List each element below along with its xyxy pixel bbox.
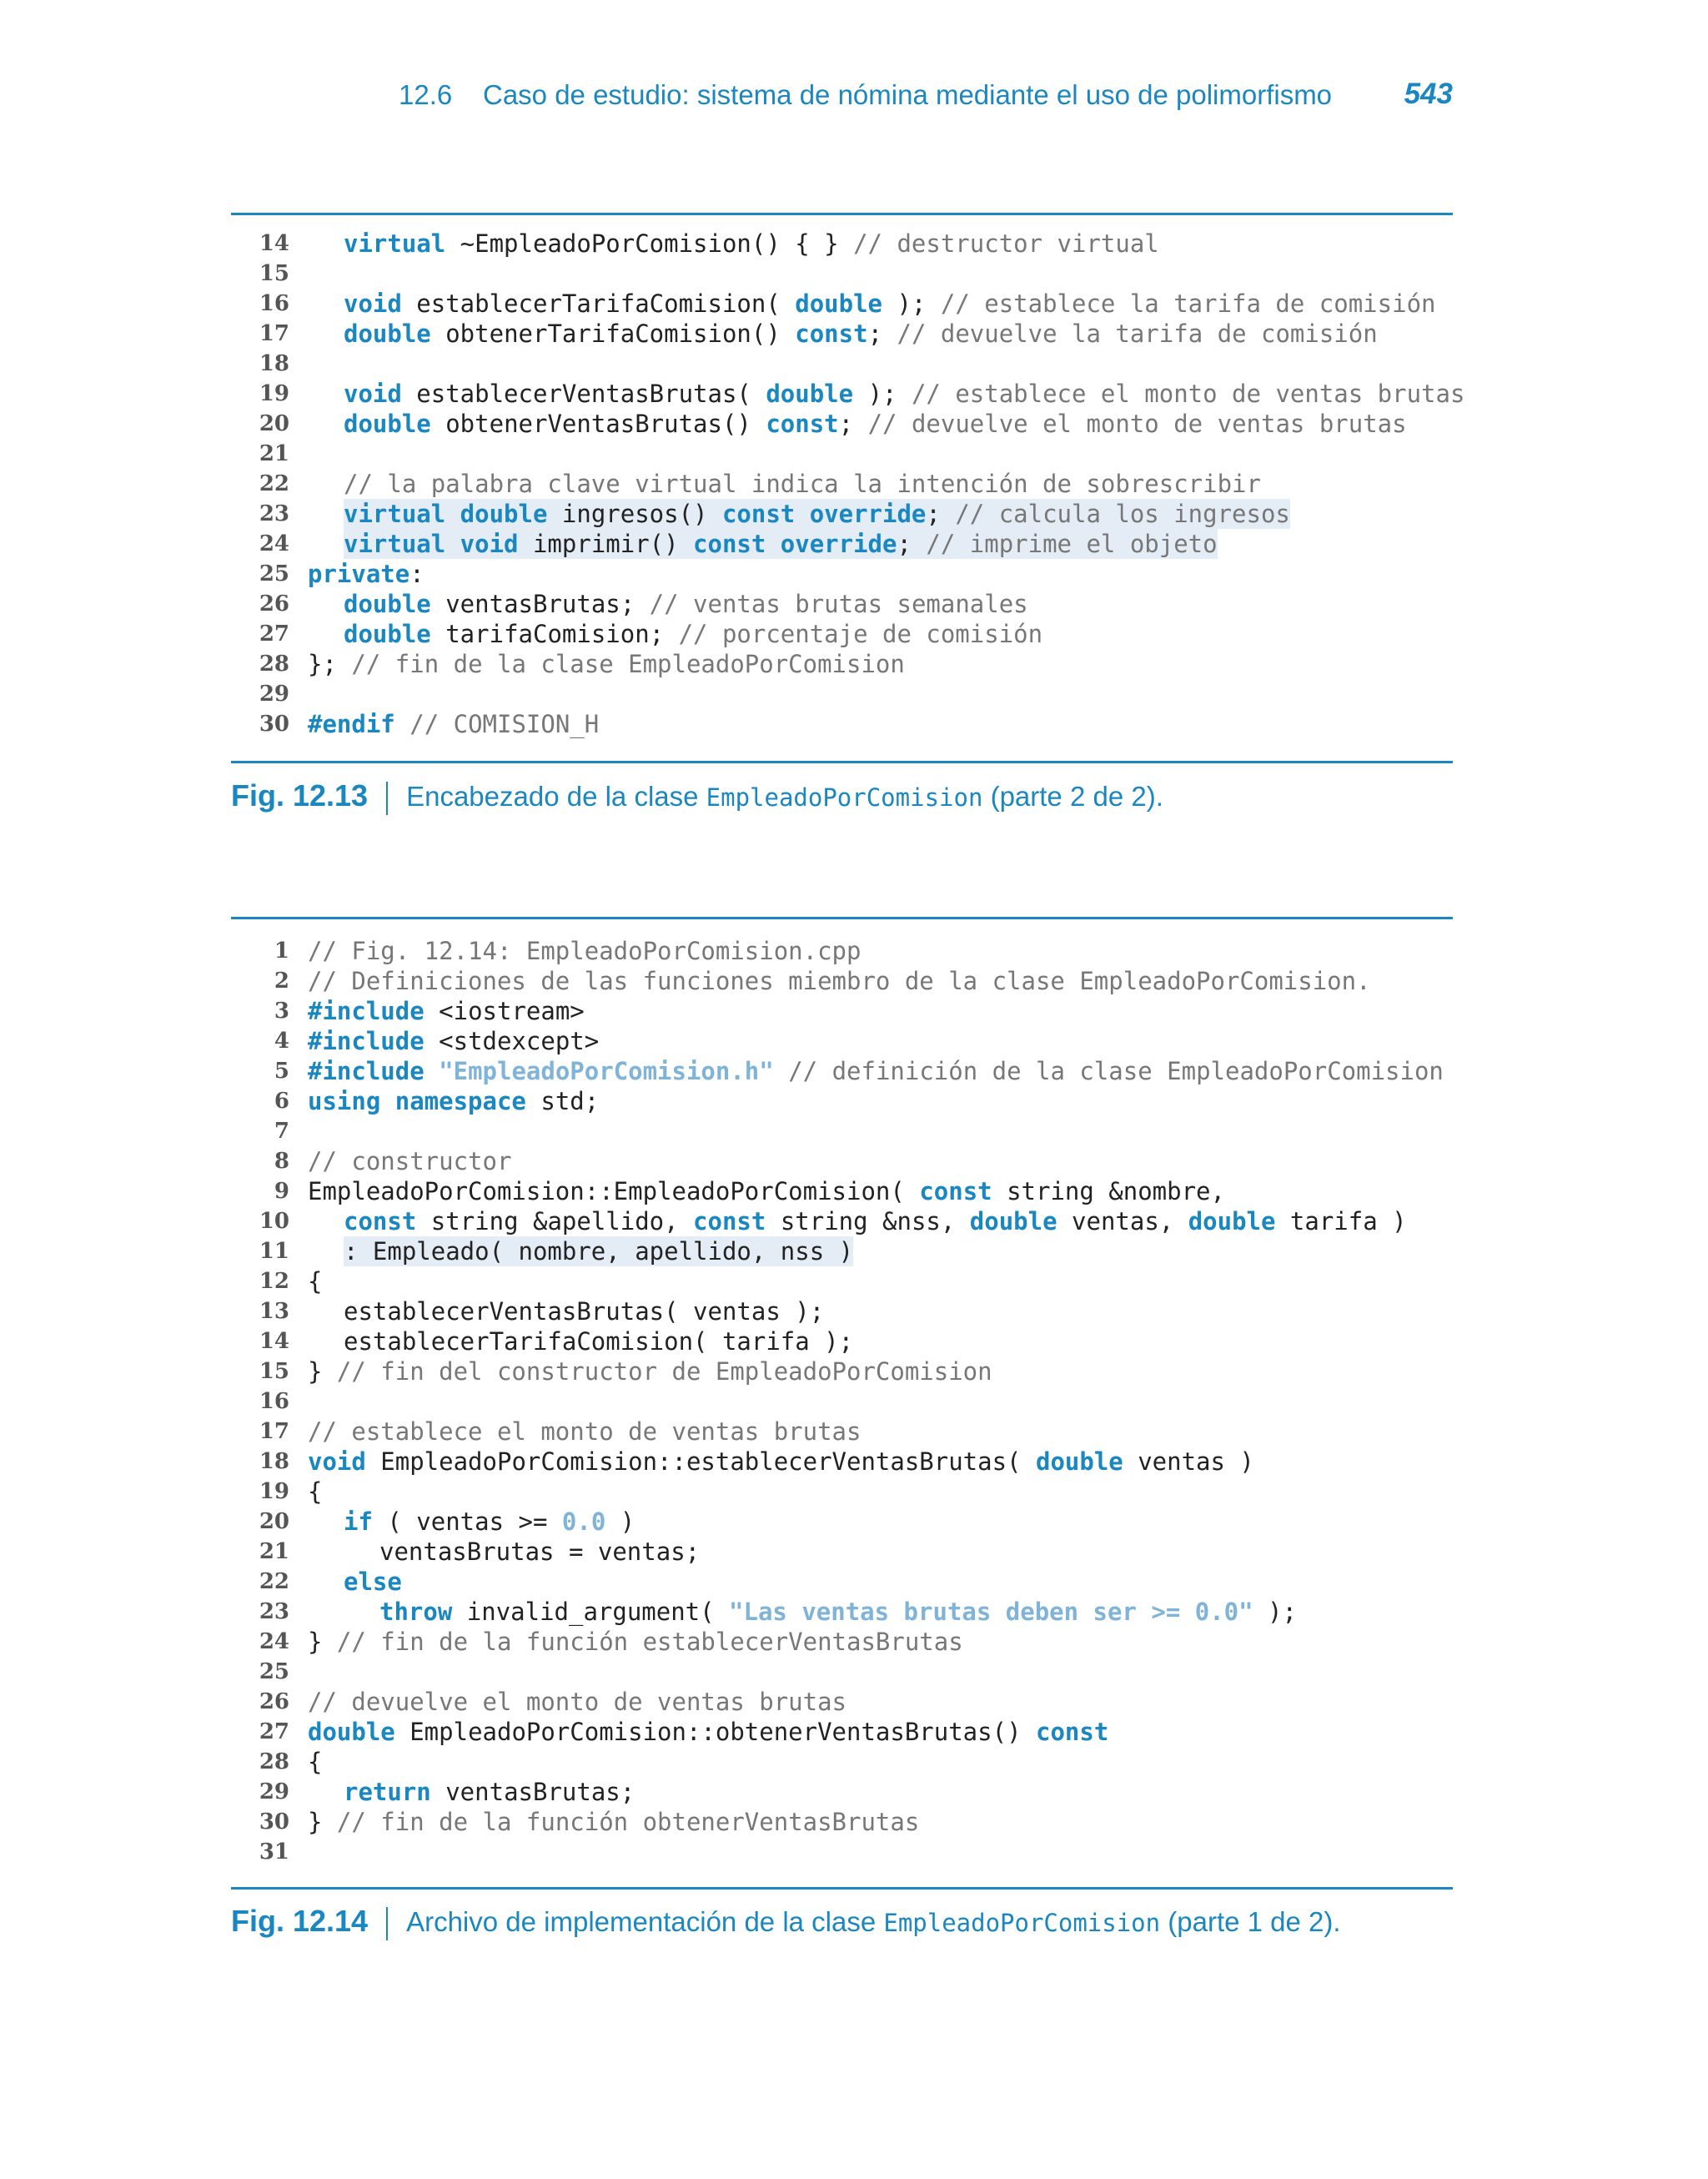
code-keyword: void	[308, 1447, 366, 1476]
line-number: 29	[259, 682, 289, 707]
code-line	[231, 1266, 1453, 1296]
line-number: 24	[259, 531, 289, 556]
code-line	[231, 936, 1453, 966]
line-number: 7	[274, 1119, 289, 1144]
code-literal: "Las ventas brutas deben ser >= 0.0"	[729, 1598, 1253, 1626]
line-number: 20	[259, 411, 289, 436]
line-number: 27	[259, 621, 289, 647]
fig14-caption-text: Archivo de implementación de la clase	[406, 1906, 884, 1937]
code-line	[231, 589, 1453, 619]
code-line	[231, 1326, 1453, 1356]
code-token: obtenerTarifaComision()	[430, 320, 796, 348]
code-text	[308, 1026, 599, 1056]
line-number: 8	[274, 1149, 289, 1174]
code-line	[231, 966, 1453, 996]
code-line	[231, 1657, 1453, 1687]
line-number: 11	[259, 1239, 289, 1264]
code-token: <stdexcept>	[424, 1027, 600, 1055]
code-text	[344, 1296, 824, 1326]
code-keyword: const	[919, 1177, 992, 1205]
code-text	[308, 1056, 1444, 1086]
code-token: ;	[926, 500, 956, 528]
line-number: 29	[259, 1779, 289, 1804]
code-text	[308, 1086, 599, 1116]
code-token: invalid_argument(	[452, 1598, 730, 1626]
code-comment: // devuelve el monto de ventas brutas	[867, 410, 1407, 438]
code-comment: // fin del constructor de EmpleadoPorComision	[336, 1357, 992, 1386]
line-number: 30	[259, 1809, 289, 1834]
code-keyword: const	[1035, 1718, 1109, 1746]
code-keyword: return	[344, 1778, 431, 1806]
line-number: 10	[259, 1209, 289, 1234]
code-text	[344, 229, 1159, 259]
fig14-caption-code: EmpleadoPorComision	[883, 1909, 1161, 1937]
code-line	[231, 379, 1465, 409]
code-text	[344, 1507, 635, 1537]
fig14-caption	[231, 1904, 1341, 1940]
code-token: ;	[897, 530, 927, 558]
code-token: }	[308, 1628, 337, 1656]
line-number: 26	[259, 1689, 289, 1714]
code-text	[308, 1176, 1225, 1206]
code-token: ;	[867, 320, 897, 348]
code-line	[231, 1296, 1453, 1326]
code-line	[231, 409, 1453, 439]
line-number: 17	[259, 1419, 289, 1444]
line-number: 23	[259, 501, 289, 526]
line-number: 20	[259, 1509, 289, 1534]
code-token: EmpleadoPorComision::EmpleadoPorComision(	[308, 1177, 920, 1205]
highlighted-code-text	[344, 499, 1290, 529]
line-number: 22	[259, 471, 289, 496]
code-keyword: #endif	[308, 710, 395, 738]
code-keyword: const	[693, 1207, 766, 1235]
line-number: 2	[274, 969, 289, 994]
fig13-caption-code: EmpleadoPorComision	[706, 783, 983, 812]
code-text	[308, 936, 861, 966]
code-token: {	[308, 1477, 323, 1506]
code-keyword: #include	[308, 997, 424, 1025]
code-comment: // calcula los ingresos	[955, 500, 1290, 528]
code-line	[231, 1537, 1453, 1567]
code-token: );	[882, 289, 941, 318]
code-text	[308, 649, 905, 679]
line-number: 14	[259, 231, 289, 256]
code-token: )	[605, 1507, 635, 1536]
highlighted-code-text	[344, 529, 1218, 559]
code-line	[231, 1477, 1453, 1507]
code-token	[395, 710, 409, 738]
code-text	[308, 1687, 846, 1717]
code-token: {	[308, 1748, 323, 1776]
code-text	[308, 966, 1371, 996]
line-number: 14	[259, 1329, 289, 1354]
code-text	[344, 1567, 402, 1597]
code-token: ventasBrutas;	[430, 1778, 635, 1806]
code-token	[774, 1057, 788, 1085]
code-keyword: void	[344, 380, 402, 408]
code-text	[308, 709, 599, 739]
fig13-caption-suffix: (parte 2 de 2).	[982, 781, 1163, 812]
code-keyword: double	[795, 289, 883, 318]
code-comment: // la palabra clave virtual indica la intención de sobrescribir	[344, 470, 1261, 498]
code-line	[231, 1056, 1453, 1086]
line-number: 21	[259, 441, 289, 466]
code-token: ingresos()	[547, 500, 722, 528]
line-number: 17	[259, 321, 289, 346]
code-token	[424, 1057, 439, 1085]
code-keyword: double	[344, 590, 431, 618]
code-keyword: double	[1035, 1447, 1123, 1476]
code-comment: // establece el monto de ventas brutas	[308, 1417, 862, 1446]
code-line	[231, 439, 1453, 469]
code-token: EmpleadoPorComision::establecerVentasBrutas(	[365, 1447, 1036, 1476]
line-number: 27	[259, 1719, 289, 1744]
line-number: 25	[259, 561, 289, 586]
code-text	[344, 319, 1378, 349]
code-keyword: throw	[379, 1598, 453, 1626]
code-token: obtenerVentasBrutas()	[430, 410, 766, 438]
code-text	[344, 379, 1464, 409]
line-number: 30	[259, 712, 289, 737]
code-line	[231, 1717, 1453, 1747]
code-text	[379, 1597, 1297, 1627]
code-comment: // destructor virtual	[853, 229, 1159, 258]
line-number: 12	[259, 1269, 289, 1294]
code-text	[308, 1477, 322, 1507]
code-token: );	[1253, 1598, 1297, 1626]
code-line	[231, 1236, 1453, 1266]
code-keyword: virtual	[344, 229, 446, 258]
code-line	[231, 1026, 1453, 1056]
code-keyword: virtual void	[344, 530, 519, 558]
code-token: }	[308, 1808, 337, 1836]
line-number: 3	[274, 999, 289, 1024]
line-number: 28	[259, 1749, 289, 1774]
code-comment: // definición de la clase EmpleadoPorComision	[788, 1057, 1444, 1085]
code-keyword: const override	[721, 500, 927, 528]
code-token: establecerVentasBrutas( ventas );	[344, 1297, 825, 1326]
code-text	[344, 289, 1435, 319]
code-literal: 0.0	[561, 1507, 606, 1536]
code-literal: "EmpleadoPorComision.h"	[439, 1057, 774, 1085]
code-line	[231, 649, 1453, 679]
line-number: 18	[259, 1449, 289, 1474]
fig14-top-rule	[231, 917, 1453, 919]
code-line	[231, 349, 1453, 379]
caption-separator	[386, 782, 388, 815]
code-line	[231, 1807, 1453, 1837]
code-line	[231, 709, 1453, 739]
code-line	[231, 1417, 1453, 1447]
code-text	[308, 559, 424, 589]
code-text	[344, 1777, 635, 1807]
code-token: ( ventas >=	[372, 1507, 562, 1536]
code-comment: // fin de la clase EmpleadoPorComision	[351, 650, 905, 678]
fig14-bottom-rule	[231, 1887, 1453, 1890]
code-text	[344, 619, 1042, 649]
code-keyword: double	[344, 320, 431, 348]
code-text	[344, 1326, 853, 1356]
code-line	[231, 529, 1453, 559]
line-number: 16	[259, 291, 289, 316]
section-title: Caso de estudio: sistema de nómina mediante el uso de polimorfismo	[483, 79, 1333, 110]
code-keyword: double	[344, 620, 431, 648]
code-line	[231, 679, 1453, 709]
code-comment: // devuelve el monto de ventas brutas	[308, 1688, 847, 1716]
code-token: ventas,	[1057, 1207, 1188, 1235]
code-keyword: const override	[693, 530, 897, 558]
line-number: 19	[259, 1479, 289, 1504]
fig13-bottom-rule	[231, 761, 1453, 763]
line-number: 5	[274, 1059, 289, 1084]
code-keyword: #include	[308, 1027, 424, 1055]
line-number: 18	[259, 351, 289, 376]
code-text	[344, 409, 1407, 439]
code-token: ventasBrutas;	[430, 590, 650, 618]
code-token: EmpleadoPorComision::obtenerVentasBrutas()	[394, 1718, 1036, 1746]
fig13-caption-label: Fig. 12.13	[231, 778, 369, 813]
code-line	[231, 1447, 1453, 1477]
code-token: string &nss,	[766, 1207, 970, 1235]
code-token: ~EmpleadoPorComision() { }	[445, 229, 854, 258]
code-comment: // Definiciones de las funciones miembro de la clase EmpleadoPorComision.	[308, 967, 1371, 995]
code-comment: // devuelve la tarifa de comisión	[897, 320, 1378, 348]
line-number: 15	[259, 1359, 289, 1384]
code-line	[231, 259, 1453, 289]
code-line	[231, 1597, 1453, 1627]
code-line	[231, 1356, 1453, 1386]
fig13-caption	[231, 778, 1163, 815]
line-number: 1	[274, 939, 289, 964]
code-text	[308, 1146, 511, 1176]
code-comment: // ventas brutas semanales	[649, 590, 1028, 618]
code-keyword: double	[344, 410, 431, 438]
code-token: tarifa )	[1275, 1207, 1407, 1235]
line-number: 24	[259, 1629, 289, 1654]
fig14-caption-suffix: (parte 1 de 2).	[1160, 1906, 1341, 1937]
code-keyword: if	[344, 1507, 373, 1536]
code-comment: // imprime el objeto	[926, 530, 1218, 558]
code-line	[231, 1567, 1453, 1597]
code-token: {	[308, 1267, 323, 1296]
code-text	[308, 1807, 919, 1837]
code-keyword: double	[308, 1718, 395, 1746]
code-line	[231, 289, 1453, 319]
fig14-caption-label: Fig. 12.14	[231, 1904, 369, 1938]
line-number: 13	[259, 1299, 289, 1324]
code-line	[231, 1627, 1453, 1657]
code-keyword: const	[795, 320, 868, 348]
line-number: 23	[259, 1599, 289, 1624]
code-token: std;	[525, 1087, 600, 1115]
code-keyword: double	[766, 380, 854, 408]
line-number: 26	[259, 591, 289, 616]
code-line	[231, 1146, 1453, 1176]
code-text	[308, 1266, 322, 1296]
code-line	[231, 1777, 1453, 1807]
code-token: :	[409, 560, 424, 588]
code-token: };	[308, 650, 352, 678]
code-line	[231, 229, 1453, 259]
code-line	[231, 1687, 1453, 1717]
code-comment: // constructor	[308, 1147, 512, 1175]
line-number: 25	[259, 1659, 289, 1684]
code-keyword: void	[344, 289, 402, 318]
code-token: tarifaComision;	[430, 620, 679, 648]
code-comment: // fin de la función establecerVentasBrutas	[336, 1628, 963, 1656]
code-keyword: double	[969, 1207, 1057, 1235]
code-token: ;	[838, 410, 868, 438]
code-comment: // establece el monto de ventas brutas	[911, 380, 1465, 408]
line-number: 21	[259, 1539, 289, 1564]
code-line	[231, 499, 1453, 529]
code-token: ventas )	[1123, 1447, 1254, 1476]
code-line	[231, 559, 1453, 589]
code-line	[231, 1116, 1453, 1146]
code-keyword: const	[344, 1207, 417, 1235]
line-number: 28	[259, 652, 289, 677]
code-token: );	[853, 380, 912, 408]
code-comment: // fin de la función obtenerVentasBrutas	[336, 1808, 920, 1836]
code-line	[231, 1837, 1453, 1867]
code-line	[231, 619, 1453, 649]
line-number: 19	[259, 381, 289, 406]
code-line	[231, 1747, 1453, 1777]
code-keyword: virtual double	[344, 500, 548, 528]
code-text	[308, 1717, 1108, 1747]
code-token: establecerTarifaComision( tarifa );	[344, 1327, 854, 1356]
code-line	[231, 319, 1453, 349]
fig13-caption-text: Encabezado de la clase	[406, 781, 706, 812]
code-line	[231, 1386, 1453, 1417]
code-text	[344, 1206, 1407, 1236]
code-comment: // porcentaje de comisión	[678, 620, 1043, 648]
code-line	[231, 1206, 1453, 1236]
line-number: 4	[274, 1029, 289, 1054]
code-text	[344, 589, 1028, 619]
code-token: establecerTarifaComision(	[401, 289, 796, 318]
line-number: 31	[259, 1839, 289, 1864]
line-number: 15	[259, 261, 289, 286]
code-keyword: #include	[308, 1057, 424, 1085]
code-line	[231, 469, 1453, 499]
code-text	[308, 1417, 861, 1447]
code-comment: // establece la tarifa de comisión	[940, 289, 1436, 318]
code-text	[308, 996, 585, 1026]
code-keyword: private	[308, 560, 410, 588]
caption-separator	[386, 1907, 388, 1940]
highlighted-code-text	[344, 1236, 853, 1266]
code-token: : Empleado( nombre, apellido, nss )	[344, 1237, 854, 1266]
code-token: ventasBrutas = ventas;	[379, 1537, 701, 1566]
line-number: 9	[274, 1179, 289, 1204]
section-number: 12.6	[399, 79, 453, 110]
code-keyword: using namespace	[308, 1087, 526, 1115]
code-token: imprimir()	[518, 530, 694, 558]
code-keyword: const	[766, 410, 839, 438]
code-text	[379, 1537, 700, 1567]
code-token: <iostream>	[424, 997, 585, 1025]
code-line	[231, 996, 1453, 1026]
code-token: }	[308, 1357, 337, 1386]
code-text	[344, 469, 1261, 499]
code-keyword: else	[344, 1568, 402, 1596]
line-number: 16	[259, 1389, 289, 1414]
page-number: 543	[1404, 78, 1453, 110]
line-number: 22	[259, 1569, 289, 1594]
fig13-top-rule	[231, 213, 1453, 215]
code-token: establecerVentasBrutas(	[401, 380, 766, 408]
code-text	[308, 1447, 1254, 1477]
code-keyword: double	[1188, 1207, 1276, 1235]
code-line	[231, 1507, 1453, 1537]
code-comment: // Fig. 12.14: EmpleadoPorComision.cpp	[308, 937, 862, 965]
code-text	[308, 1747, 322, 1777]
code-line	[231, 1176, 1453, 1206]
line-number: 6	[274, 1089, 289, 1114]
code-line	[231, 1086, 1453, 1116]
code-comment: // COMISION_H	[409, 710, 600, 738]
code-text	[308, 1356, 992, 1386]
code-token: string &apellido,	[416, 1207, 694, 1235]
code-token: string &nombre,	[992, 1177, 1225, 1205]
running-header	[399, 79, 1453, 119]
code-text	[308, 1627, 963, 1657]
